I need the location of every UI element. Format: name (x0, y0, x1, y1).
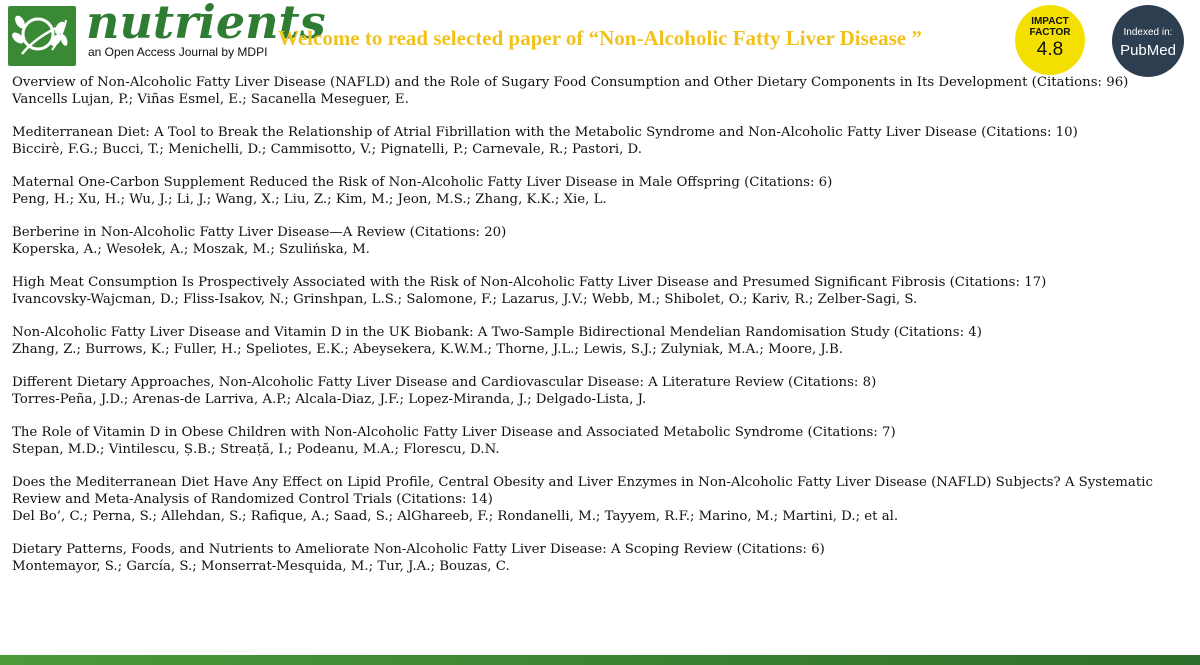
journal-subtitle: an Open Access Journal by MDPI (88, 45, 268, 59)
pubmed-badge (1112, 5, 1184, 77)
paper-title[interactable]: High Meat Consumption Is Prospectively Associated with the Risk of Non-Alcoholic Fatty Liver Disease and Presumed Significant Fibrosis (Citations: 17) (12, 275, 1047, 290)
leaf-logo-icon (8, 6, 76, 66)
journal-logo (8, 6, 76, 66)
paper-item[interactable] (12, 274, 1182, 308)
pubmed-name: PubMed (1120, 42, 1176, 59)
paper-authors: Vancells Lujan, P.; Viñas Esmel, E.; Sacanella Meseguer, E. (12, 92, 409, 107)
paper-authors: Zhang, Z.; Burrows, K.; Fuller, H.; Speliotes, E.K.; Abeysekera, K.W.M.; Thorne, J.L.; Lewis, S.J.; Zulyniak, M.A.; Moore, J.B. (12, 342, 843, 357)
paper-item[interactable] (12, 74, 1182, 108)
paper-item[interactable] (12, 324, 1182, 358)
welcome-banner: Welcome to read selected paper of “Non-Alcoholic Fatty Liver Disease ” (278, 26, 922, 50)
paper-list (12, 74, 1182, 591)
impact-factor-badge (1015, 5, 1085, 75)
paper-authors: Ivancovsky-Wajcman, D.; Fliss-Isakov, N.; Grinshpan, L.S.; Salomone, F.; Lazarus, J.V.; Webb, M.; Shibolet, O.; Kariv, R.; Zelber-Sagi, S. (12, 292, 918, 307)
paper-item[interactable] (12, 474, 1182, 525)
paper-item[interactable] (12, 541, 1182, 575)
paper-authors: Montemayor, S.; García, S.; Monserrat-Mesquida, M.; Tur, J.A.; Bouzas, C. (12, 559, 510, 574)
paper-authors: Torres-Peña, J.D.; Arenas-de Larriva, A.P.; Alcala-Diaz, J.F.; Lopez-Miranda, J.; Delgado-Lista, J. (12, 392, 647, 407)
footer-bar (0, 655, 1200, 665)
paper-title[interactable]: Maternal One-Carbon Supplement Reduced the Risk of Non-Alcoholic Fatty Liver Disease in Male Offspring (Citations: 6) (12, 175, 833, 190)
paper-title[interactable]: Dietary Patterns, Foods, and Nutrients to Ameliorate Non-Alcoholic Fatty Liver Disease: A Scoping Review (Citations: 6) (12, 542, 825, 557)
indexed-label: Indexed in: (1123, 27, 1173, 38)
paper-authors: Peng, H.; Xu, H.; Wu, J.; Li, J.; Wang, X.; Liu, Z.; Kim, M.; Jeon, M.S.; Zhang, K.K.; Xie, L. (12, 192, 607, 207)
paper-authors: Stepan, M.D.; Vintilescu, Ș.B.; Streață, I.; Podeanu, M.A.; Florescu, D.N. (12, 442, 500, 457)
paper-title[interactable]: The Role of Vitamin D in Obese Children with Non-Alcoholic Fatty Liver Disease and Associated Metabolic Syndrome (Citations: 7) (12, 425, 896, 440)
paper-item[interactable] (12, 374, 1182, 408)
paper-item[interactable] (12, 174, 1182, 208)
impact-label-line2: FACTOR (1029, 27, 1071, 38)
impact-label-line1: IMPACT (1031, 16, 1069, 27)
paper-authors: Koperska, A.; Wesołek, A.; Moszak, M.; Szulińska, M. (12, 242, 370, 257)
paper-item[interactable] (12, 124, 1182, 158)
header (0, 0, 1200, 72)
paper-title[interactable]: Overview of Non-Alcoholic Fatty Liver Disease (NAFLD) and the Role of Sugary Food Consumption and Other Dietary Components in Its Development (Citations: 96) (12, 75, 1129, 90)
paper-title[interactable]: Does the Mediterranean Diet Have Any Effect on Lipid Profile, Central Obesity and Liver Enzymes in Non-Alcoholic Fatty Liver Disease (NAFLD) Subjects? A Systematic Review and Meta-Analysis of Randomized Control Trials (Citations: 14) (12, 475, 1153, 507)
paper-title[interactable]: Berberine in Non-Alcoholic Fatty Liver Disease—A Review (Citations: 20) (12, 225, 507, 240)
paper-item[interactable] (12, 224, 1182, 258)
paper-item[interactable] (12, 424, 1182, 458)
paper-title[interactable]: Mediterranean Diet: A Tool to Break the Relationship of Atrial Fibrillation with the Metabolic Syndrome and Non-Alcoholic Fatty Liver Disease (Citations: 10) (12, 125, 1078, 140)
journal-name: nutrients (86, 0, 326, 49)
impact-factor-value: 4.8 (1036, 39, 1064, 60)
paper-authors: Biccirè, F.G.; Bucci, T.; Menichelli, D.; Cammisotto, V.; Pignatelli, P.; Carnevale, R.; Pastori, D. (12, 142, 642, 157)
paper-title[interactable]: Non-Alcoholic Fatty Liver Disease and Vitamin D in the UK Biobank: A Two-Sample Bidirectional Mendelian Randomisation Study (Citations: 4) (12, 325, 982, 340)
paper-authors: Del Bo’, C.; Perna, S.; Allehdan, S.; Rafique, A.; Saad, S.; AlGhareeb, F.; Rondanelli, M.; Tayyem, R.F.; Marino, M.; Martini, D.; et al. (12, 509, 899, 524)
paper-title[interactable]: Different Dietary Approaches, Non-Alcoholic Fatty Liver Disease and Cardiovascular Disease: A Literature Review (Citations: 8) (12, 375, 877, 390)
